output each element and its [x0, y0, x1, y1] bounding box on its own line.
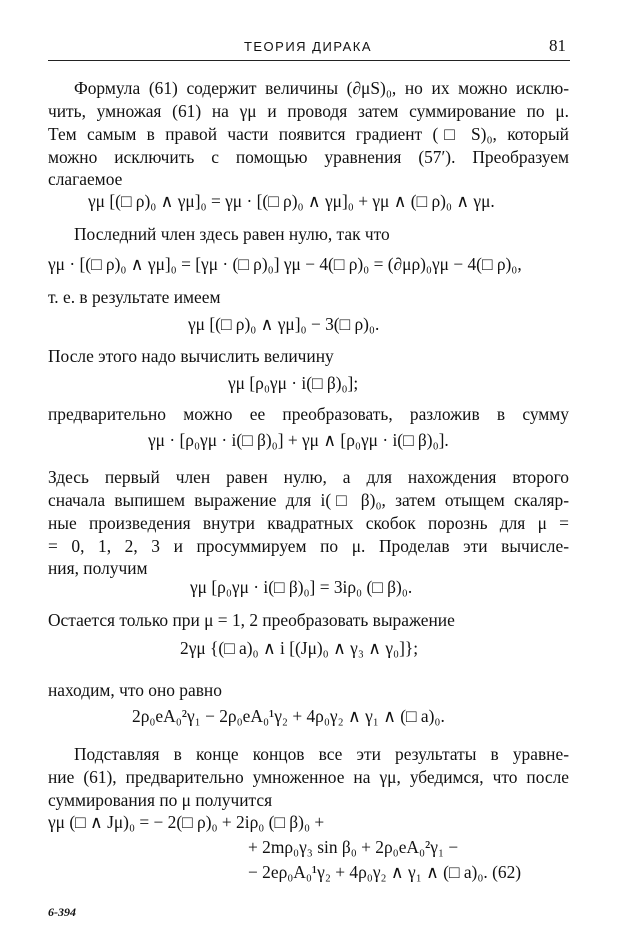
- text-line: ные произведения внутри квадратных скобок порознь для μ =: [48, 513, 569, 533]
- text-line: После этого надо вычислить величину: [48, 346, 334, 366]
- text-line: Формула (61) содержит величины (∂μS)₀, но их можно исклю-: [74, 78, 569, 98]
- equation: γμ · [ρ₀γμ · i(□ β)₀] + γμ ∧ [ρ₀γμ · i(□ β)₀].: [148, 430, 449, 450]
- signature-mark: 6-394: [48, 905, 76, 919]
- equation: γμ (□ ∧ Jμ)₀ = − 2(□ ρ)₀ + 2iρ₀ (□ β)₀ +: [48, 812, 325, 832]
- text-line: слагаемое: [48, 169, 123, 189]
- text-line: Остается только при μ = 1, 2 преобразовать выражение: [48, 610, 455, 630]
- equation: 2γμ {(□ a)₀ ∧ i [(Jμ)₀ ∧ γ₃ ∧ γ₀]};: [180, 638, 419, 658]
- text-line: находим, что оно равно: [48, 680, 222, 700]
- running-title: ТЕОРИЯ ДИРАКА: [243, 39, 373, 54]
- text-line: сначала выпишем выражение для i(□ β)₀, затем отыщем скаляр-: [48, 490, 569, 510]
- text-line: ния, получим: [48, 558, 148, 578]
- text-line: Здесь первый член равен нулю, а для нахождения второго: [48, 467, 569, 487]
- running-header: [48, 36, 568, 58]
- equation: 2ρ₀eA₀²γ₁ − 2ρ₀eA₀¹γ₂ + 4ρ₀γ₂ ∧ γ₁ ∧ (□ a)₀.: [132, 706, 445, 726]
- equation: γμ [ρ₀γμ · i(□ β)₀] = 3iρ₀ (□ β)₀.: [190, 577, 413, 597]
- text-line: Последний член здесь равен нулю, так что: [74, 224, 390, 244]
- equation: − 2eρ₀A₀¹γ₂ + 4ρ₀γ₂ ∧ γ₁ ∧ (□ a)₀. (62): [248, 862, 522, 882]
- header-rule: [48, 60, 570, 61]
- equation: γμ [ρ₀γμ · i(□ β)₀];: [228, 373, 359, 393]
- text-line: чить, умножая (61) на γμ и проводя затем суммирование по μ.: [48, 101, 569, 121]
- text-line: можно исключить с помощью уравнения (57′). Преобразуем: [48, 147, 569, 167]
- equation: + 2mρ₀γ₃ sin β₀ + 2ρ₀eA₀²γ₁ −: [248, 837, 459, 857]
- equation: γμ · [(□ ρ)₀ ∧ γμ]₀ = [γμ · (□ ρ)₀] γμ − 4(□ ρ)₀ = (∂μρ)₀γμ − 4(□ ρ)₀,: [48, 254, 522, 274]
- page-number: 81: [549, 36, 566, 55]
- text-line: суммирования по μ получится: [48, 790, 273, 810]
- text-line: Тем самым в правой части появится градиент (□ S)₀, который: [48, 124, 569, 144]
- equation: γμ [(□ ρ)₀ ∧ γμ]₀ = γμ · [(□ ρ)₀ ∧ γμ]₀ + γμ ∧ (□ ρ)₀ ∧ γμ.: [88, 191, 495, 211]
- text-line: ние (61), предварительно умноженное на γμ, убедимся, что после: [48, 767, 569, 787]
- text-line: = 0, 1, 2, 3 и просуммируем по μ. Проделав эти вычисле-: [48, 536, 569, 556]
- text-line: т. е. в результате имеем: [48, 287, 221, 307]
- equation: γμ [(□ ρ)₀ ∧ γμ]₀ − 3(□ ρ)₀.: [188, 314, 380, 334]
- text-line: предварительно можно ее преобразовать, разложив в сумму: [48, 404, 569, 424]
- text-line: Подставляя в конце концов все эти результаты в уравне-: [74, 744, 569, 764]
